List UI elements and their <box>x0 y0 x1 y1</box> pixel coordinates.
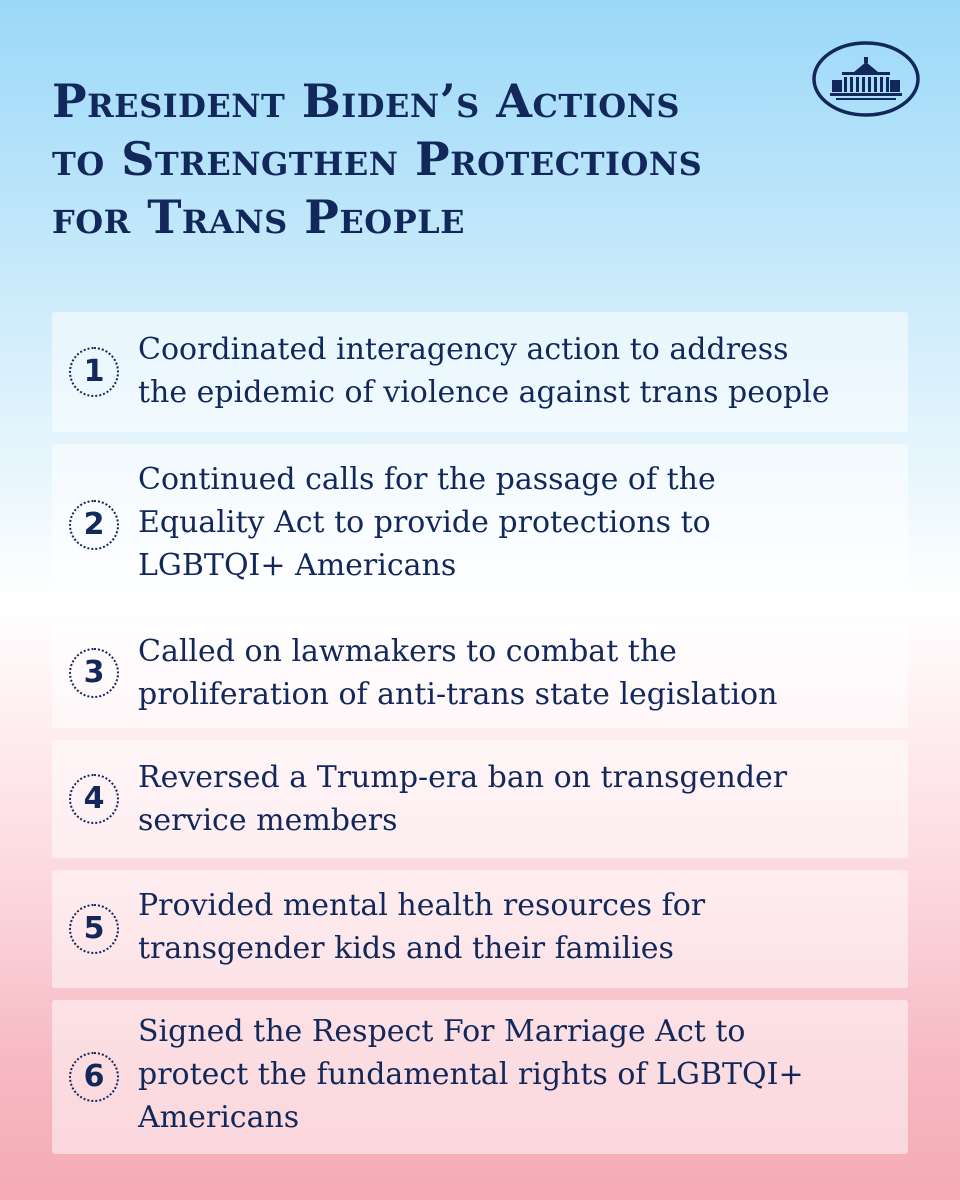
list-item <box>52 870 908 988</box>
item-text: Signed the Respect For Marriage Act to protect the fundamental rights of LGBTQI+ Americans <box>138 1014 804 1135</box>
item-number: 3 <box>69 648 119 698</box>
title-line-3: for Trans People <box>52 190 466 244</box>
item-text: Coordinated interagency action to address the epidemic of violence against trans people <box>138 332 830 410</box>
item-number: 1 <box>69 347 119 397</box>
list-item <box>52 740 908 858</box>
item-number: 5 <box>69 904 119 954</box>
list-item <box>52 444 908 606</box>
list-item <box>52 312 908 432</box>
item-number: 6 <box>69 1052 119 1102</box>
item-text: Reversed a Trump-era ban on transgender service members <box>138 760 788 838</box>
list-item <box>52 618 908 728</box>
list-item <box>52 1000 908 1154</box>
white-house-seal-icon <box>812 40 920 118</box>
item-number: 4 <box>69 774 119 824</box>
page-title <box>52 72 832 246</box>
item-number: 2 <box>69 500 119 550</box>
item-text: Called on lawmakers to combat the proliferation of anti-trans state legislation <box>138 634 778 712</box>
title-line-1: President Biden’s Actions <box>52 74 680 128</box>
item-text: Continued calls for the passage of the Equality Act to provide protections to LGBTQI+ Americans <box>138 462 716 583</box>
item-text: Provided mental health resources for transgender kids and their families <box>138 888 706 966</box>
title-line-2: to Strengthen Protections <box>52 132 703 186</box>
